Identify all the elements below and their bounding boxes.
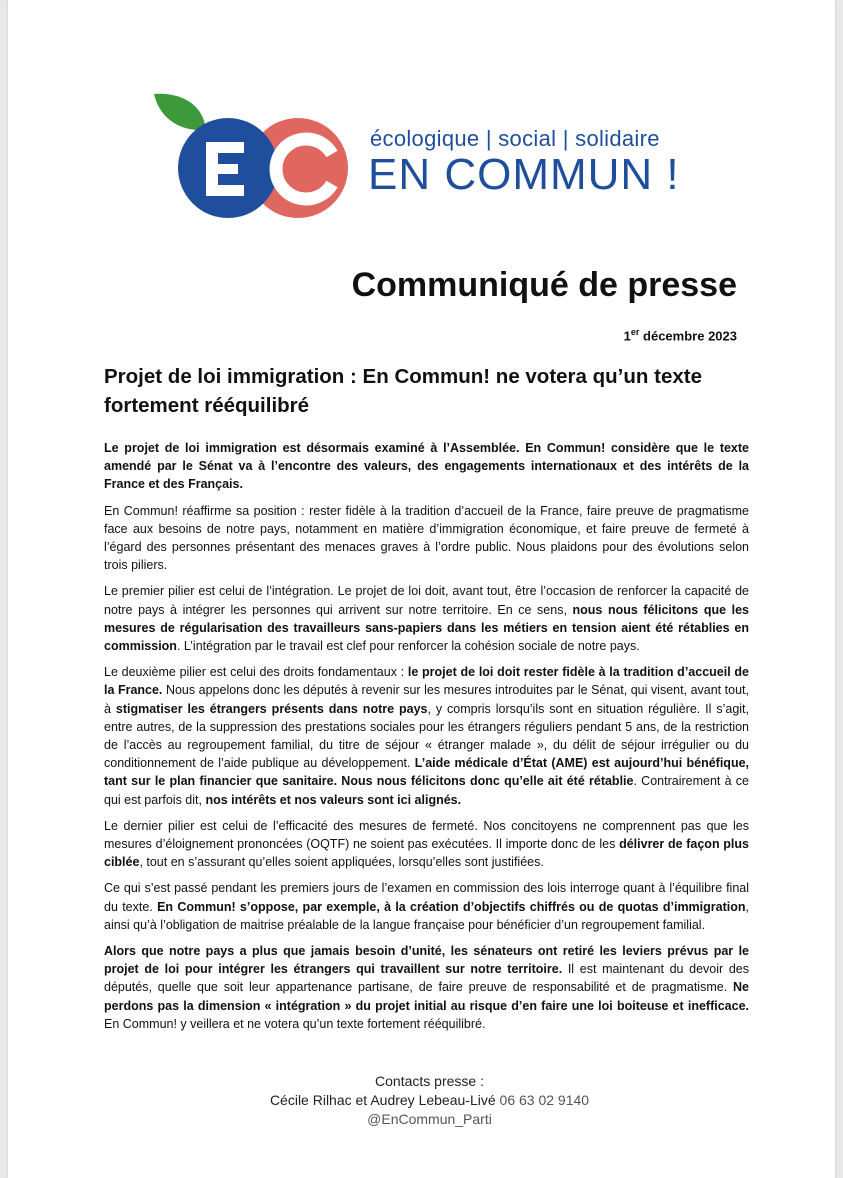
date-rest: décembre 2023 [639,328,737,344]
bold-run: En Commun! s’oppose, par exemple, à la création d’objectifs chiffrés ou de quotas d’immigration [157,899,746,914]
bold-run: Alors que notre pays a plus que jamais besoin d’unité, les sénateurs ont retiré les leviers prévus par le projet de loi pour intégrer les étrangers qui travaillent sur notre territoire. [104,944,749,977]
text-run: , tout en s’assurant qu’elles soient appliquées, lorsqu’elles sont justifiées. [139,855,544,870]
ec-logo-mark [148,92,368,222]
logo-brand-name: EN COMMUN ! [368,150,680,199]
text-run: Il est maintenant du devoir des députés, quelle que soit leur appartenance partisane, de faire preuve de responsabilité et de pragmatisme. [104,962,749,995]
contacts-social-handle: @EnCommun_Parti [367,1111,492,1127]
bold-run: Ne perdons pas la dimension « intégration » du projet initial au risque d’en faire une loi boiteuse et inefficace. [104,980,749,1013]
bold-run: le projet de loi doit rester fidèle à la tradition d’accueil de la France. [104,665,750,698]
en-commun-logo [148,92,728,222]
text-run: Ce qui s’est passé pendant les premiers jours de l’examen en commission des lois interroge quant à l’équilibre final du texte. [104,881,749,914]
release-date [624,327,737,343]
text-run: . Contrairement à ce qui est parfois dit, [104,774,749,807]
bold-run: nos intérêts et nos valeurs sont ici alignés. [205,792,462,807]
paragraph-commission [104,879,749,934]
paragraph-firmness [104,817,749,872]
paragraph-integration [104,582,749,655]
bold-run: L’aide médicale d’État (AME) est aujourd’hui bénéfique, tant sur le plan financier que sanitaire. Nous nous félicitons donc qu’elle ait été rétablie [104,756,749,789]
bold-run: stigmatiser les étrangers présents dans notre pays [115,701,428,716]
leaf-icon [154,94,206,130]
logo-tagline: écologique | social | solidaire [370,126,660,151]
text-run: Le dernier pilier est celui de l’efficacité des mesures de fermeté. Nos concitoyens ne comprennent pas que les mesures d’éloignement prononcées (OQTF) ne soient pas exécutées. Il importe donc de les [104,818,749,852]
text-run: . L’intégration par le travail est clef pour renforcer la cohésion sociale de notre pays. [176,639,640,654]
document-title: Communiqué de presse [351,266,737,304]
date-day: 1 [623,328,631,344]
text-run: , ainsi qu’à l’obligation de maitrise préalable de la langue française pour bénéficier d’un regroupement familial. [104,899,749,932]
headline: Projet de loi immigration : En Commun! ne votera qu’un texte fortement rééquilibré [104,365,702,417]
press-contacts [8,1072,843,1129]
text-run: , y compris lorsqu’ils sont en situation régulière. Il s’agit, entre autres, de la suppression des prestations sociales pour les étrangers réguliers pendant 5 ans, de la restriction de l’accès au regroupement familial, du titre de séjour « étranger malade », du délit de séjour irrégulier ou du conditionnement de l’aide publique au développement. [104,701,749,771]
text-run: Le deuxième pilier est celui des droits fondamentaux : [104,665,408,680]
date-suffix: er [630,327,640,337]
press-release-page [8,0,835,1178]
body-text [104,439,749,1041]
paragraph-fundamental-rights [104,663,749,809]
paragraph-lead: Le projet de loi immigration est désormais examiné à l’Assemblée. En Commun! considère que le texte amendé par le Sénat va à l’encontre des valeurs, des engagements internationaux et des intérêts de la France et des Français. [104,441,749,492]
contacts-line [8,1091,843,1110]
text-run: Nous appelons donc les députés à revenir sur les mesures introduites par le Sénat, qui visent, avant tout, à [104,683,749,716]
text-run: En Commun! y veillera et ne votera qu’un texte fortement rééquilibré. [104,1016,486,1031]
bold-run: délivrer de façon plus ciblée [104,837,749,870]
bold-run: nous nous félicitons que les mesures de régularisation des travailleurs sans-papiers dans les métiers en tension aient été rétablies en commission [104,602,749,654]
paragraph-conclusion [104,942,749,1033]
text-run: Le premier pilier est celui de l’intégration. Le projet de loi doit, avant tout, être l’occasion de renforcer la capacité de notre pays à intégrer les personnes qui arrivent sur notre territoire. En ce sens, [104,584,749,617]
contacts-label: Contacts presse : [375,1073,484,1089]
contacts-phone: 06 63 02 9140 [499,1092,590,1108]
paragraph-position: En Commun! réaffirme sa position : rester fidèle à la tradition d’accueil de la France, faire preuve de pragmatisme face aux besoins de notre pays, notamment en matière d’immigration économique, et faire preuve de fermeté à l’égard des personnes présentant des menaces graves à l’ordre public. Nous plaidons pour des évolutions selon trois piliers. [104,503,749,573]
contacts-names: Cécile Rilhac et Audrey Lebeau-Livé [269,1092,496,1108]
